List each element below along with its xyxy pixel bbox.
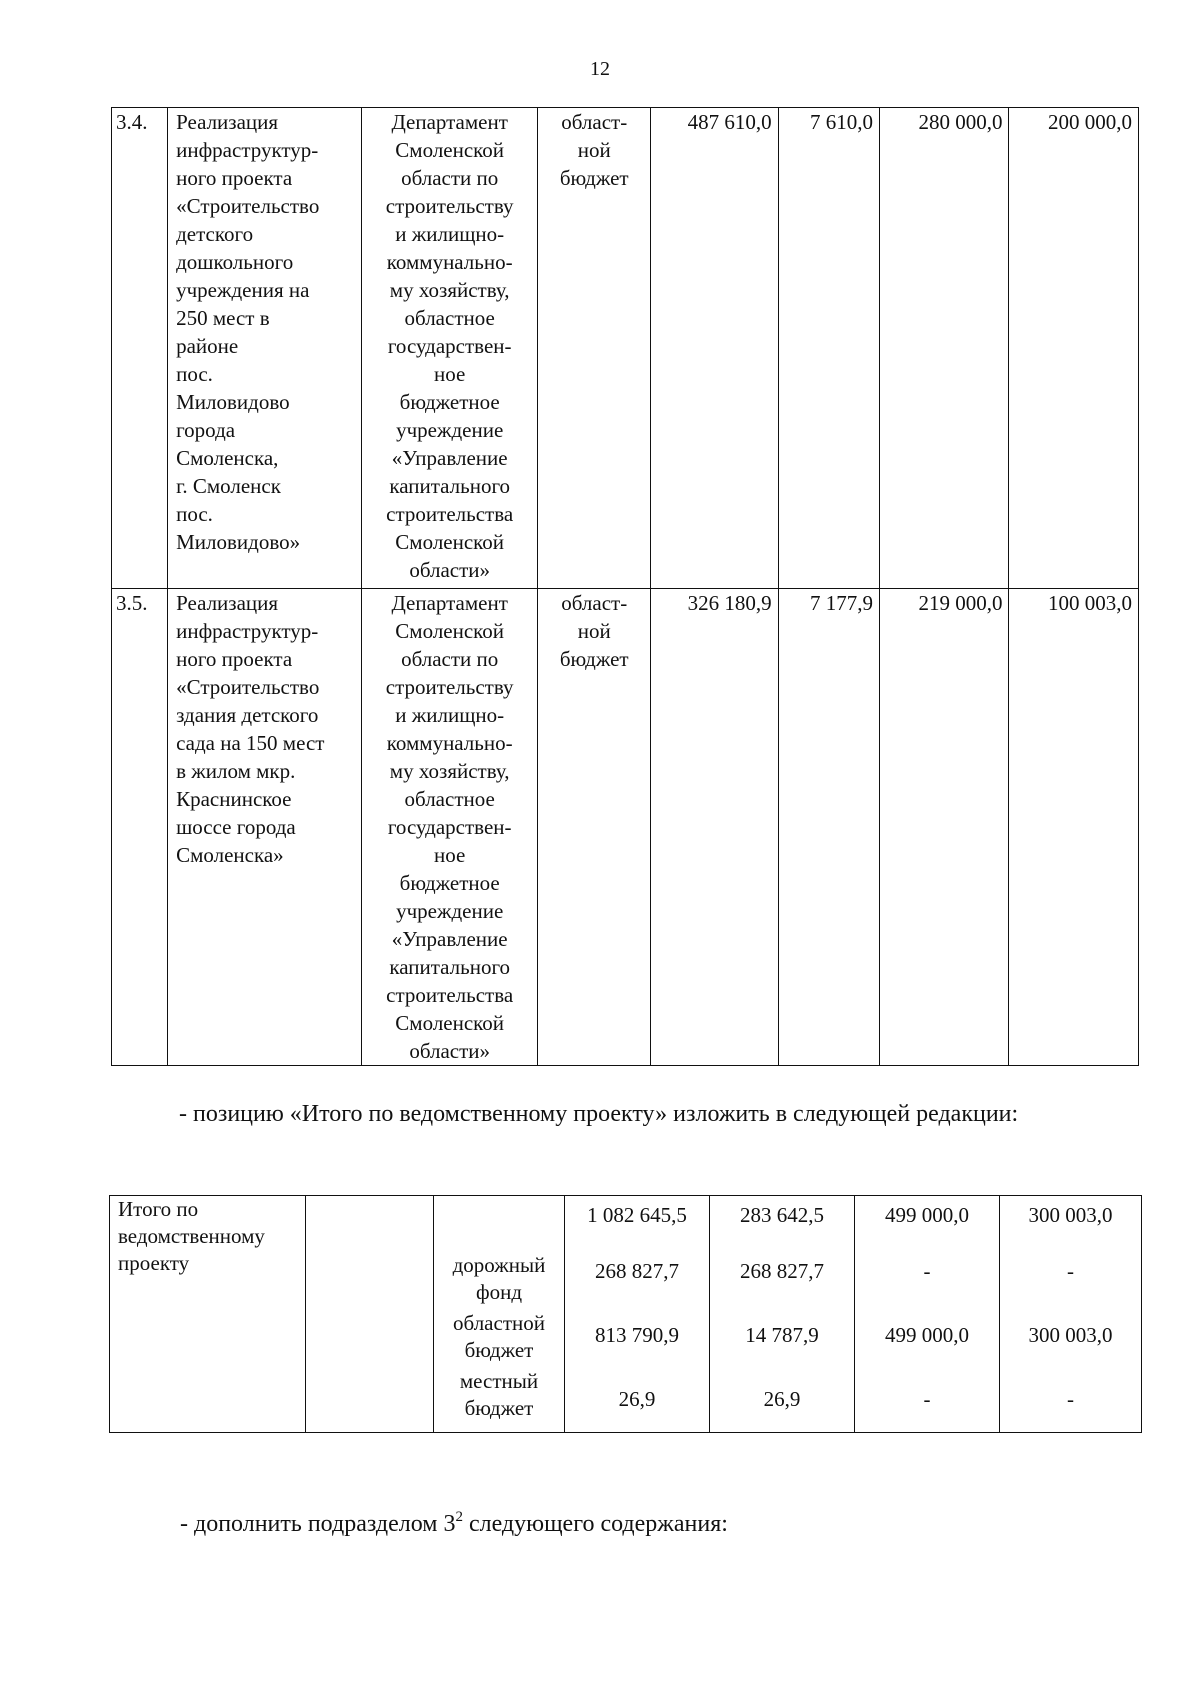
source-item: местный бюджет <box>459 1369 539 1420</box>
empty-cell <box>306 1196 434 1433</box>
year1-value: 7 177,9 <box>778 589 879 1066</box>
row-number: 3.5. <box>112 589 168 1066</box>
source-item <box>434 1196 564 1252</box>
row-number: 3.4. <box>112 108 168 589</box>
source-item: дорожный фонд <box>452 1253 546 1304</box>
year3-column <box>1000 1196 1142 1433</box>
addition-text-after: следующего содержания: <box>462 1511 728 1537</box>
value-item: 268 827,7 <box>595 1259 679 1283</box>
funding-source: област- ной бюджет <box>538 108 651 589</box>
value-item: 268 827,7 <box>740 1259 824 1283</box>
year1-value: 7 610,0 <box>778 108 879 589</box>
source-item: областной бюджет <box>453 1311 545 1362</box>
year2-value: 280 000,0 <box>880 108 1009 589</box>
value-item: 26,9 <box>763 1387 801 1411</box>
table-row <box>112 108 1139 589</box>
project-name: Реализация инфраструктур- ного проекта «Строительство здания детского сада на 150 мест в жилом мкр. Краснинское шоссе города Смоленска» <box>168 589 362 1066</box>
table-row <box>110 1196 1142 1433</box>
projects-table <box>111 107 1139 1066</box>
value-item: 283 642,5 <box>740 1203 824 1227</box>
project-name: Реализация инфраструктур- ного проекта «Строительство детского дошкольного учреждения на 250 мест в районе пос. Миловидово города Смоленска, г. Смоленск пос. Миловидово» <box>168 108 362 589</box>
year3-value: 200 000,0 <box>1009 108 1139 589</box>
value-item: 300 003,0 <box>1028 1323 1113 1347</box>
total-column <box>565 1196 710 1433</box>
value-item: - <box>923 1259 931 1283</box>
value-item: 14 787,9 <box>745 1323 819 1347</box>
year2-column <box>855 1196 1000 1433</box>
year3-value: 100 003,0 <box>1009 589 1139 1066</box>
page-number: 12 <box>590 58 610 80</box>
value-item: 813 790,9 <box>595 1323 679 1347</box>
value-item: 499 000,0 <box>885 1203 969 1227</box>
value-item: - <box>1067 1259 1074 1283</box>
addition-paragraph <box>180 1508 728 1540</box>
value-item: 300 003,0 <box>1028 1203 1113 1227</box>
year2-value: 219 000,0 <box>880 589 1009 1066</box>
funding-source: област- ной бюджет <box>538 589 651 1066</box>
value-item: 26,9 <box>618 1387 656 1411</box>
addition-text-before: - дополнить подразделом 3 <box>180 1511 456 1537</box>
sources-column <box>434 1196 565 1433</box>
executor: Департамент Смоленской области по строительству и жилищно- коммунально- му хозяйству, областное государствен- ное бюджетное учреждение «Управление капитального строительства Смоленской области» <box>362 108 538 589</box>
total-value: 487 610,0 <box>651 108 778 589</box>
superscript: 2 <box>455 1509 463 1525</box>
total-value: 326 180,9 <box>651 589 778 1066</box>
value-item: 1 082 645,5 <box>587 1203 687 1227</box>
total-table <box>109 1195 1142 1433</box>
value-item: - <box>1067 1387 1074 1411</box>
year1-column <box>710 1196 855 1433</box>
value-item: - <box>923 1387 931 1411</box>
executor: Департамент Смоленской области по строительству и жилищно- коммунально- му хозяйству, областное государствен- ное бюджетное учреждение «Управление капитального строительства Смоленской области» <box>362 589 538 1066</box>
total-label: Итого по ведомственному проекту <box>110 1196 306 1433</box>
table-row <box>112 589 1139 1066</box>
instruction-paragraph: - позицию «Итого по ведомственному проекту» изложить в следующей редакции: <box>179 1101 1019 1127</box>
value-item: 499 000,0 <box>885 1323 969 1347</box>
